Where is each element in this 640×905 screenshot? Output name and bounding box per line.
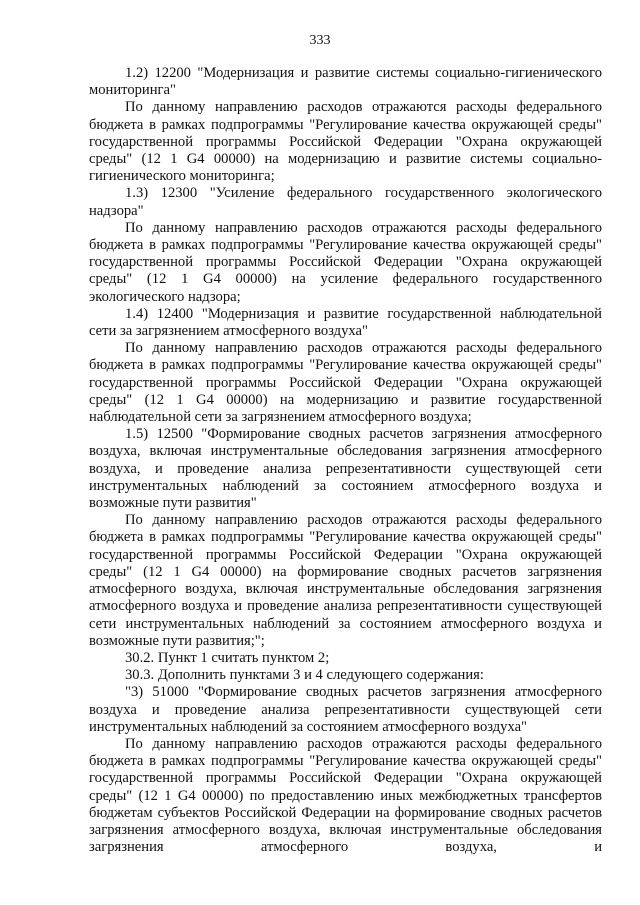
paragraph-1-3-body: По данному направлению расходов отражаются расходы федерального бюджета в рамках подпрограммы "Регулирование качества окружающей среды" государственной программы Российской Федерации "Охрана окружающей среды" (12 1 G4 00000) на усиление федерального государственного экологического надзора; (89, 219, 602, 305)
page-number: 333 (309, 33, 331, 48)
paragraph-3-heading: "3) 51000 "Формирование сводных расчетов загрязнения атмосферного воздуха и проведение анализа репрезентативности существующей сети инструментальных наблюдений за состоянием атмосферного воздуха" (89, 684, 602, 735)
paragraph-1-5-heading: 1.5) 12500 "Формирование сводных расчетов загрязнения атмосферного воздуха, включая инструментальные обследования загрязнения атмосферного воздуха, и проведение анализа репрезентативности существующей сети инструментальных наблюдений за состоянием атмосферного воздуха и возможные пути развития" (89, 426, 602, 512)
paragraph-30-3: 30.3. Дополнить пунктами 3 и 4 следующего содержания: (125, 667, 484, 684)
paragraph-1-2-heading: 1.2) 12200 "Модернизация и развитие системы социально-гигиенического мониторинга" (89, 65, 602, 99)
paragraph-1-2-body: По данному направлению расходов отражаются расходы федерального бюджета в рамках подпрограммы "Регулирование качества окружающей среды" государственной программы Российской Федерации "Охрана окружающей среды" (12 1 G4 00000) на модернизацию и развитие системы социально-гигиенического мониторинга; (89, 99, 602, 185)
paragraph-3-body: По данному направлению расходов отражаются расходы федерального бюджета в рамках подпрограммы "Регулирование качества окружающей среды" государственной программы Российской Федерации "Охрана окружающей среды" (12 1 G4 00000) по предоставлению иных межбюджетных трансфертов бюджетам субъектов Российской Федерации на формирование сводных расчетов загрязнения атмосферного воздуха, включая инструментальные обследования загрязнения атмосферного воздуха, и (89, 735, 602, 856)
document-body (89, 65, 602, 856)
paragraph-1-3-heading: 1.3) 12300 "Усиление федерального государственного экологического надзора" (89, 185, 602, 219)
paragraph-30-2: 30.2. Пункт 1 считать пунктом 2; (125, 649, 330, 666)
paragraph-1-4-body: По данному направлению расходов отражаются расходы федерального бюджета в рамках подпрограммы "Регулирование качества окружающей среды" государственной программы Российской Федерации "Охрана окружающей среды" (12 1 G4 00000) на модернизацию и развитие государственной наблюдательной сети за загрязнением атмосферного воздуха; (89, 340, 602, 426)
paragraph-1-5-body: По данному направлению расходов отражаются расходы федерального бюджета в рамках подпрограммы "Регулирование качества окружающей среды" государственной программы Российской Федерации "Охрана окружающей среды" (12 1 G4 00000) на формирование сводных расчетов загрязнения атмосферного воздуха, включая инструментальные обследования загрязнения атмосферного воздуха и проведение анализа репрезентативности существующей сети инструментальных наблюдений за состоянием атмосферного воздуха и возможные пути развития;"; (89, 512, 602, 649)
paragraph-1-4-heading: 1.4) 12400 "Модернизация и развитие государственной наблюдательной сети за загрязнением атмосферного воздуха" (89, 305, 602, 340)
